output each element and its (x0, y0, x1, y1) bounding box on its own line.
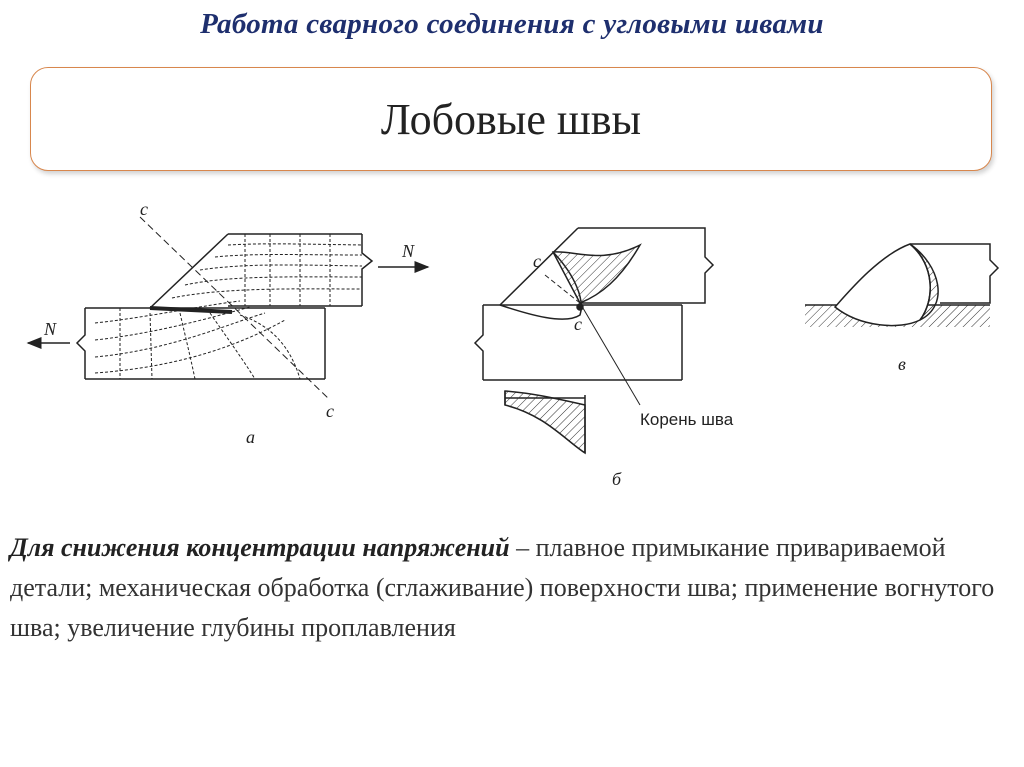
section-label-b-top: c (533, 251, 541, 271)
diagram-c (805, 244, 998, 327)
slide-title: Работа сварного соединения с угловыми швами (200, 8, 824, 40)
subtitle-box (30, 67, 992, 171)
root-label: Корень шва (640, 410, 734, 429)
section-label-a-top: c (140, 199, 148, 219)
diagram-a (28, 217, 428, 400)
force-label-left: N (44, 319, 57, 339)
force-label-right: N (402, 241, 415, 261)
caption-b: б (612, 469, 622, 489)
caption-a: а (246, 427, 255, 447)
section-label-b-root: c (574, 314, 582, 334)
body-emphasis: Для снижения концентрации напряжений (10, 533, 510, 562)
subtitle-text: Лобовые швы (380, 94, 642, 144)
body-text: – плавное примыкание привариваемой детали; механическая обработка (сглаживание) поверхности шва; применение вогнутого шва; увеличение глубины проплавления (10, 533, 995, 642)
section-label-a-bottom: c (326, 401, 334, 421)
caption-c: в (898, 354, 906, 374)
body-paragraph (10, 528, 1010, 648)
weld-diagrams (0, 195, 1024, 505)
